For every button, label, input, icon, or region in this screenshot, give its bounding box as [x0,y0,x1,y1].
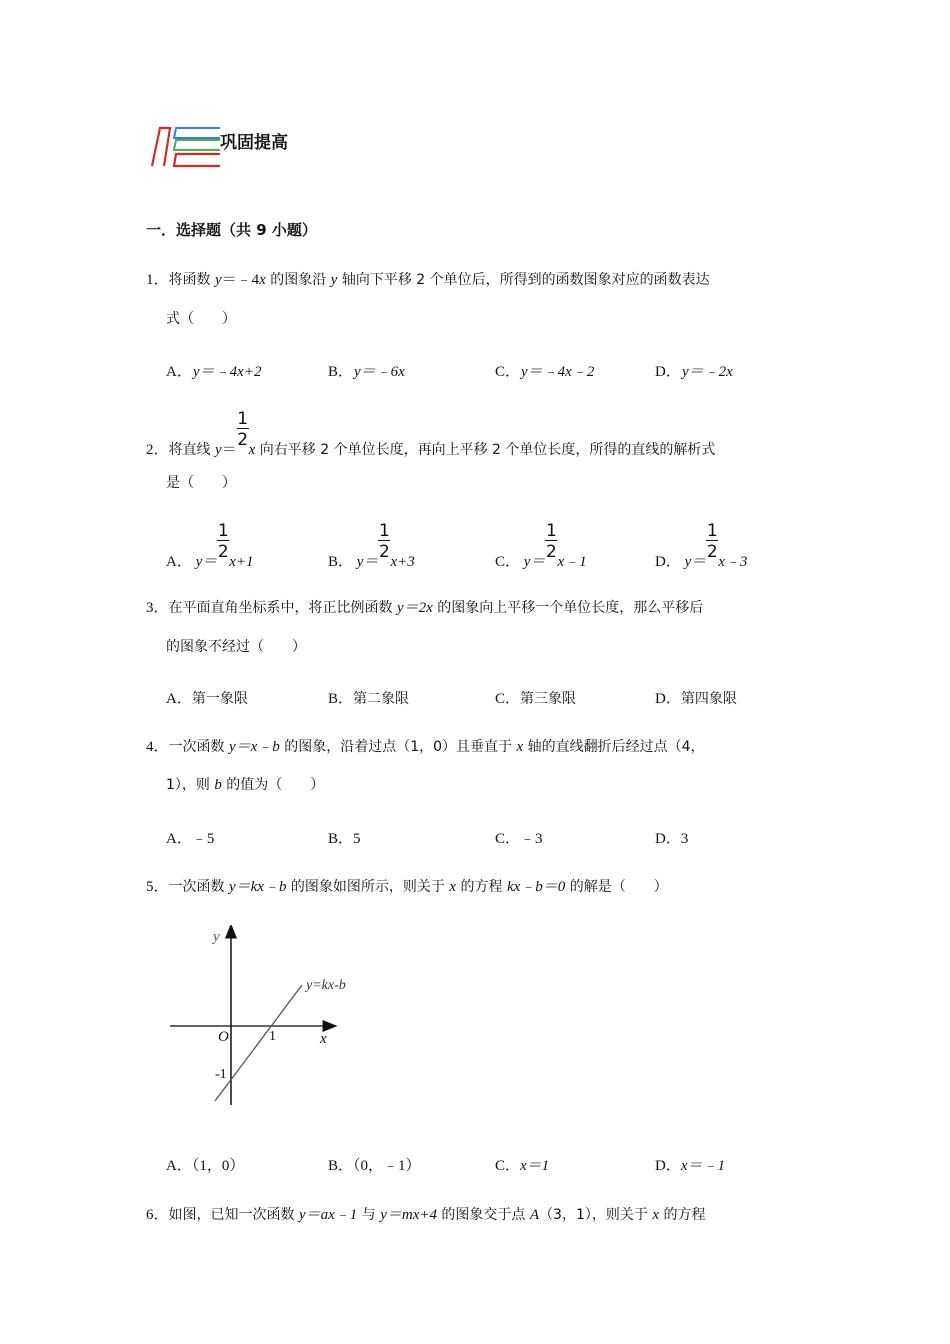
text: 轴的直线翻折后经过点（4， [523,739,705,755]
option-text: 第二象限 [353,691,410,707]
option-c-text: y＝﹣4x﹣2 [521,364,595,380]
option-a-text: y＝﹣4x+2 [193,364,262,380]
y-tick-label: -1 [215,1067,227,1082]
option-label: D． [655,1158,681,1174]
option-b-text: y＝﹣6x [354,364,405,380]
math-var: x [259,272,266,288]
question-number: 6． [146,1207,169,1223]
option-c[interactable] [495,827,543,848]
option-b[interactable]: B． [328,364,354,380]
option-label: C． [495,831,521,847]
text: 与 [357,1207,381,1223]
question-3 [146,598,703,618]
math: y＝x﹣b [228,739,280,755]
option-a[interactable] [166,687,248,708]
text: 向右平移 2 个单位长度，再向上平移 2 个单位长度，所得的直线的解析式 [255,442,716,458]
option-label: B． [328,1158,354,1174]
option-d[interactable]: D． [655,364,681,380]
question-4-line2 [166,774,324,794]
math-var: x [248,442,256,458]
fraction-numerator: 1 [706,521,718,541]
text: 一次函数 [168,879,229,895]
text: 1），则 [166,777,215,793]
math: ＝﹣4 [221,272,260,288]
option-label: A． [166,554,192,570]
option-label: B． [328,554,354,570]
math: y＝ax﹣1 [298,1207,358,1223]
math-var: A [529,1207,540,1223]
math: y＝mx+4 [380,1207,437,1223]
origin-label: O [218,1029,229,1045]
text: 将直线 [168,442,215,458]
math-var: x [652,1207,659,1223]
math: x+3 [390,554,415,570]
stacked-books-icon [148,122,224,170]
fraction-denominator: 2 [546,542,557,562]
math: y＝ [195,554,218,570]
line-label: y=kx-b [306,978,346,993]
text: 的值为（ ） [221,777,325,793]
question-number: 5． [146,879,169,895]
option-d[interactable] [655,1154,725,1175]
option-label: A． [166,691,192,707]
math-var: x [516,739,524,755]
option-label: C． [495,554,521,570]
option-text: （1，0） [191,1158,245,1174]
option-label: C． [495,1158,521,1174]
text: 的图象如图所示，则关于 [286,879,450,895]
option-text: 5 [353,831,361,847]
option-c[interactable]: C． [495,364,521,380]
text: 的方程 [659,1207,706,1223]
option-d[interactable] [655,827,688,848]
question-3-line2: 的图象不经过（ ） [166,639,306,655]
page-title: 巩固提高 [220,133,288,153]
math-var: x [449,879,457,895]
math-var: y [214,442,222,458]
option-label: D． [655,554,681,570]
math: y＝ [356,554,379,570]
option-b[interactable] [328,1154,421,1175]
option-text: 第一象限 [191,691,248,707]
text: 在平面直角坐标系中，将正比例函数 [168,600,397,616]
text: 的图象，沿着过点（1，0）且垂直于 [279,739,517,755]
option-label: C． [495,691,521,707]
option-text: x＝1 [520,1158,550,1174]
fraction-numerator: 1 [217,521,229,541]
fraction-denominator: 2 [237,430,249,450]
fraction-denominator: 2 [706,542,718,562]
question-number: 3． [146,600,169,616]
option-text: ﹣3 [520,831,543,847]
option-text: ﹣5 [191,831,215,847]
option-label: B． [328,831,354,847]
option-a[interactable] [166,521,254,571]
option-a[interactable] [166,1154,244,1175]
question-2 [146,409,716,460]
y-axis-label: y [213,929,220,945]
math-var: y [330,272,338,288]
question-1-line2: 式（ ） [166,311,236,327]
text: 的方程 [456,879,507,895]
math: x﹣1 [557,554,587,570]
fraction [706,521,718,566]
math: y＝2x [396,600,433,616]
fraction-numerator: 1 [379,521,390,541]
text: 的图象沿 [265,272,331,288]
option-text: 3 [680,831,689,847]
fraction-numerator: 1 [546,521,557,541]
question-5 [146,877,668,897]
fraction-denominator: 2 [379,542,390,562]
option-label: B． [328,691,354,707]
text: 如图，已知一次函数 [168,1207,299,1223]
option-label: D． [655,691,681,707]
question-number: 4． [146,739,169,755]
text: 的解是（ ） [565,879,668,895]
option-text: 第四象限 [680,691,737,707]
fraction-numerator: 1 [237,409,249,429]
option-d-text: y＝﹣2x [682,364,733,380]
option-c[interactable] [495,1154,549,1175]
text: 轴向下平移 2 个单位后，所得到的函数图象对应的函数表达 [337,272,710,288]
option-b[interactable] [328,521,415,571]
option-text: （0，﹣1） [353,1158,421,1174]
math: kx﹣b＝0 [506,879,566,895]
math: y＝ [684,554,707,570]
option-c[interactable] [495,687,576,708]
math: y＝ [523,554,546,570]
text: 将函数 [168,272,215,288]
text: （3，1），则关于 [539,1207,653,1223]
math: y＝kx﹣b [228,879,287,895]
option-label: A． [166,831,192,847]
question-2-line2: 是（ ） [166,475,236,491]
question-6 [146,1205,705,1225]
text: 一次函数 [168,739,229,755]
x-tick-label: 1 [269,1029,276,1044]
text: 的图象交于点 [436,1207,530,1223]
math: x+1 [229,554,254,570]
question-number: 2． [146,442,169,458]
linear-function-graph [165,925,375,1110]
question-number: 1． [146,272,169,288]
option-a[interactable]: A． [166,364,192,380]
option-text: 第三象限 [520,691,577,707]
question-1 [146,270,710,290]
option-c[interactable] [495,521,587,571]
option-d[interactable] [655,687,737,708]
section-title: 一．选择题（共 9 小题） [146,221,317,239]
option-b[interactable] [328,827,361,848]
option-a[interactable] [166,827,214,848]
fraction [545,521,557,566]
fraction-denominator: 2 [217,542,229,562]
text: 的图象向上平移一个单位长度，那么平移后 [432,600,704,616]
option-label: D． [655,831,681,847]
option-text: x＝﹣1 [680,1158,726,1174]
fraction [378,521,390,566]
fraction [217,521,229,566]
question-4 [146,737,705,757]
math-var: y [214,272,222,288]
math: x﹣3 [718,554,748,570]
x-axis-label: x [320,1031,327,1047]
option-b[interactable] [328,687,409,708]
math: ＝ [221,442,237,458]
fraction [237,409,249,454]
option-label: A． [166,1158,192,1174]
option-d[interactable] [655,521,748,571]
math-var: b [214,777,222,793]
